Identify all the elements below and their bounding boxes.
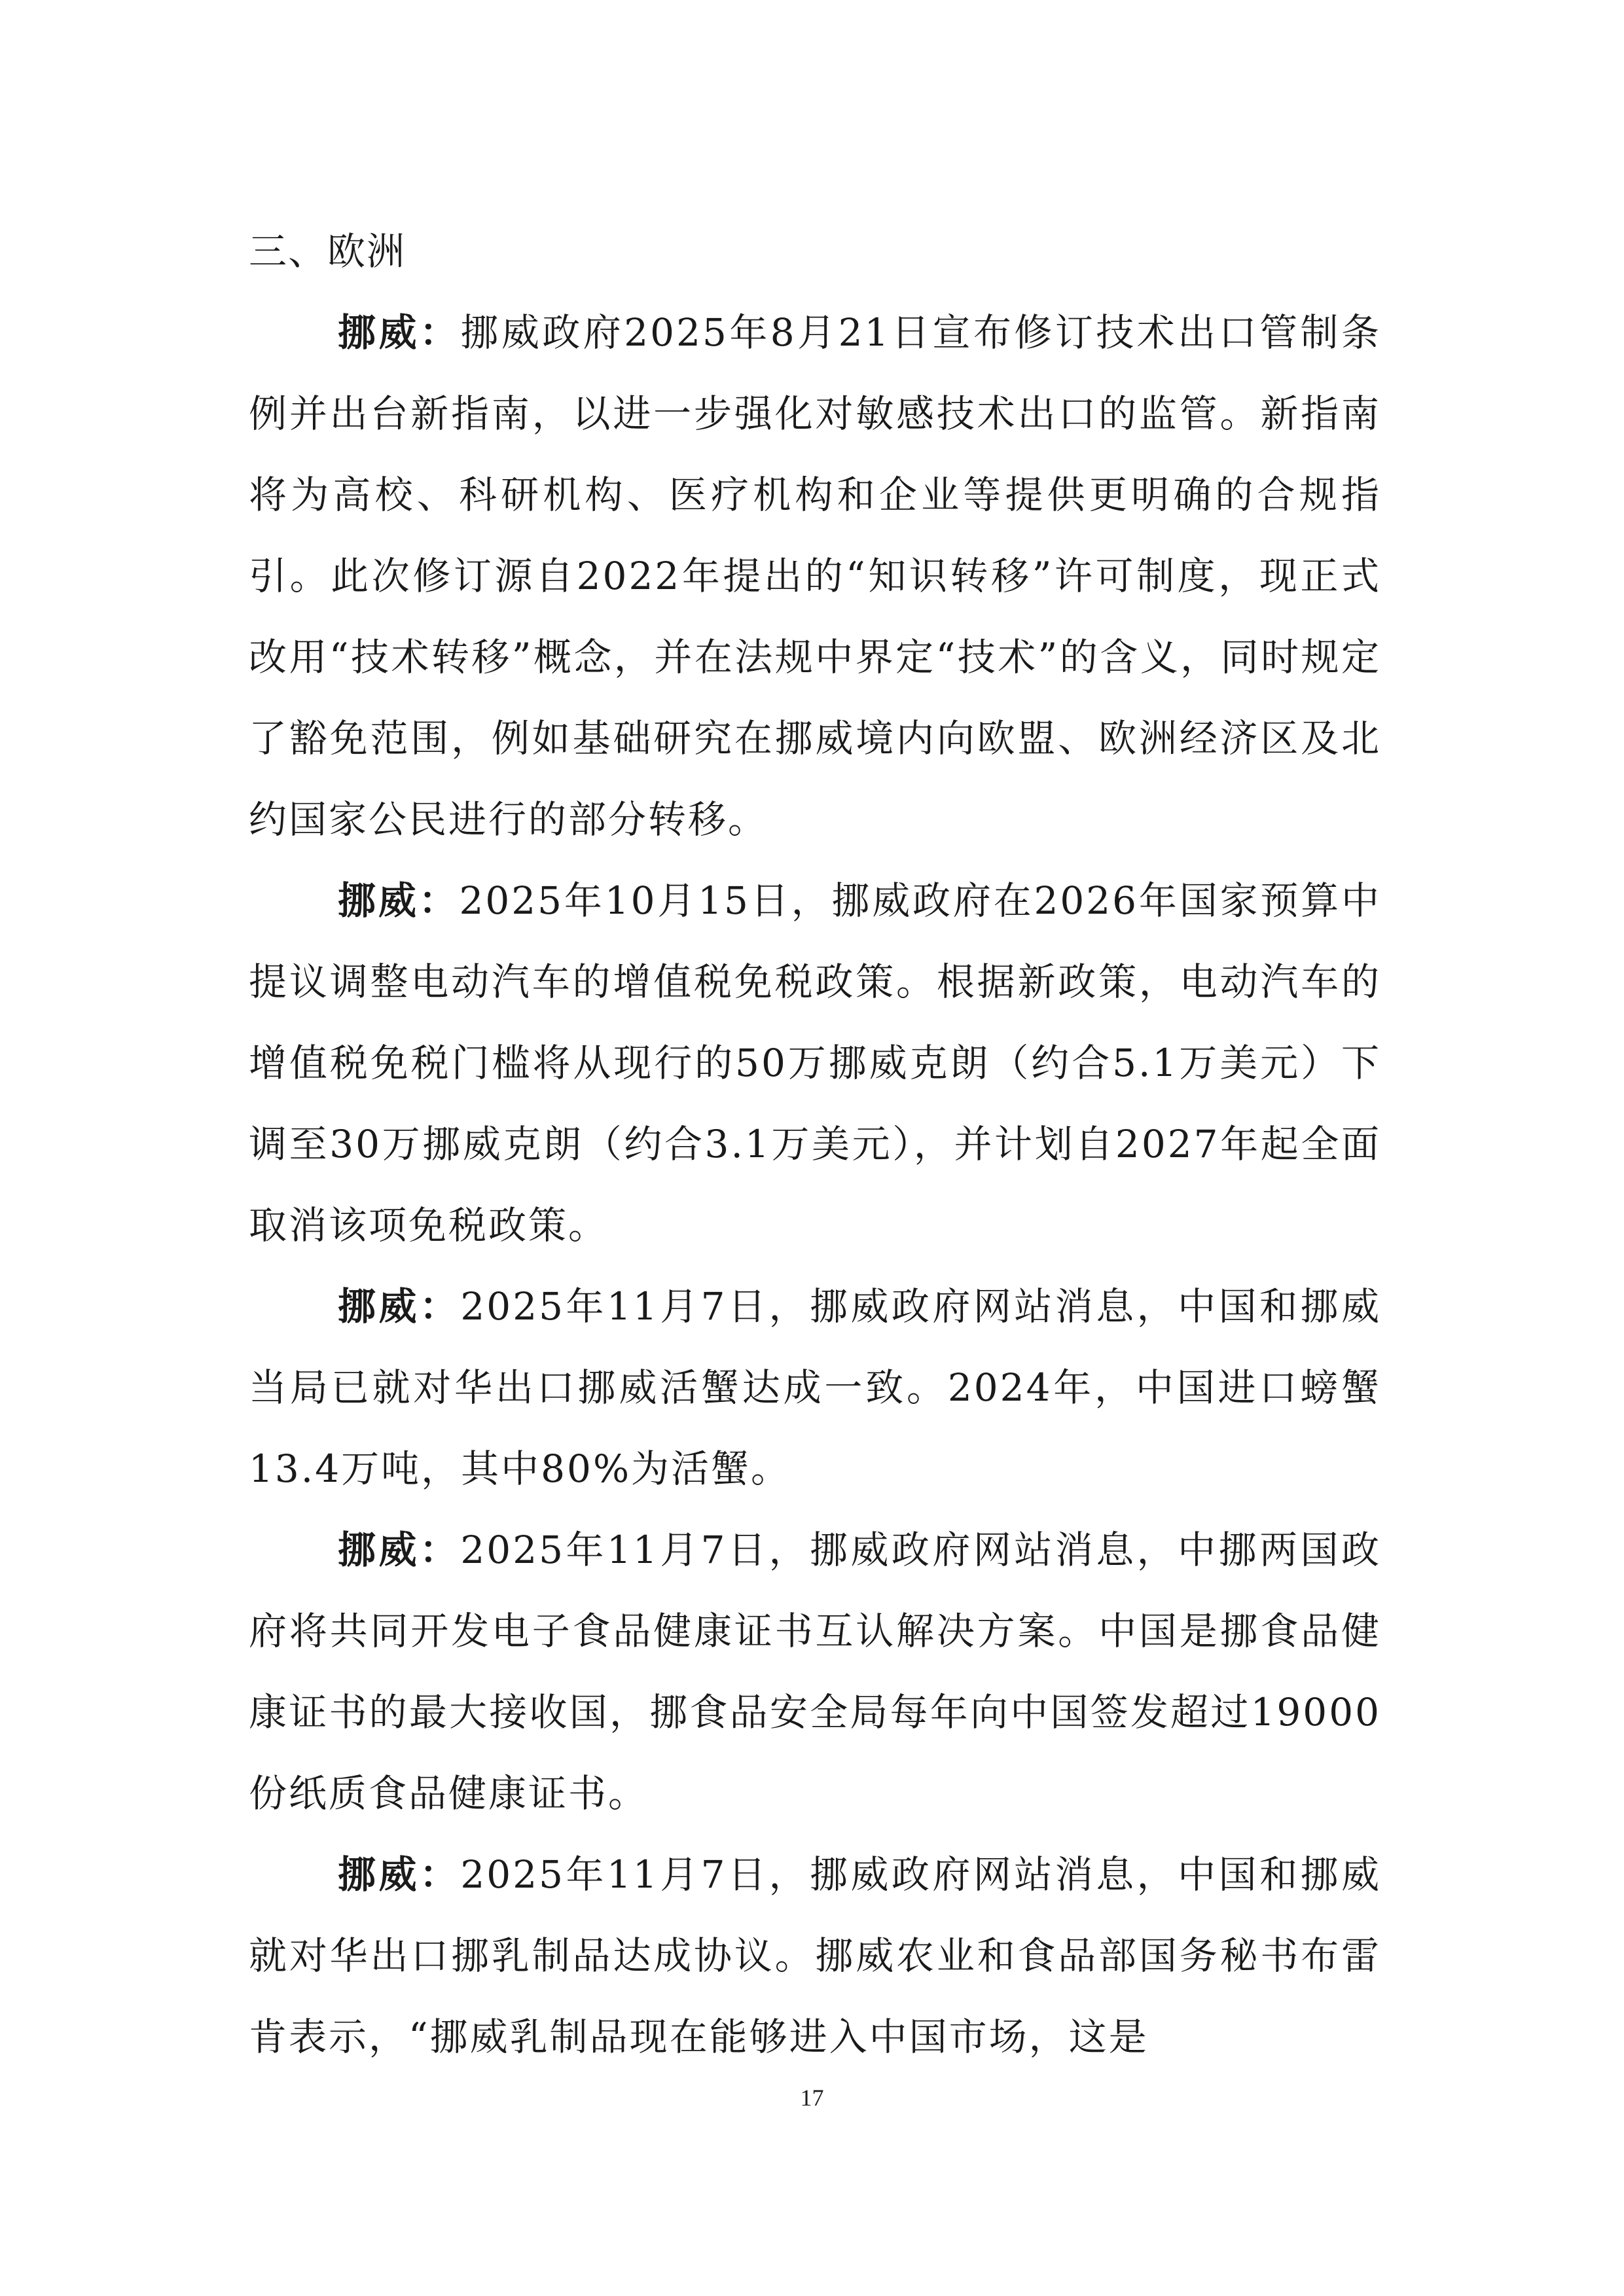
paragraph-lead: 挪威： (338, 878, 460, 923)
paragraph-norway-live-crab (249, 1266, 1381, 1509)
page-body (249, 211, 1381, 2077)
paragraph-lead: 挪威： (338, 1852, 461, 1897)
paragraph-lead: 挪威： (338, 310, 461, 355)
paragraph-text: 2025年10月15日，挪威政府在2026年国家预算中提议调整电动汽车的增值税免税政策。根据新政策，电动汽车的增值税免税门槛将从现行的50万挪威克朗（约合5.1万美元）下调至30万挪威克朗（约合3.1万美元），并计划自2027年起全面取消该项免税政策。 (249, 878, 1381, 1247)
paragraph-text: 挪威政府2025年8月21日宣布修订技术出口管制条例并出台新指南，以进一步强化对敏感技术出口的监管。新指南将为高校、科研机构、医疗机构和企业等提供更明确的合规指引。此次修订源自2022年提出的“知识转移”许可制度，现正式改用“技术转移”概念，并在法规中界定“技术”的含义，同时规定了豁免范围，例如基础研究在挪威境内向欧盟、欧洲经济区及北约国家公民进行的部分转移。 (249, 310, 1381, 842)
paragraph-text: 2025年11月7日，挪威政府网站消息，中挪两国政府将共同开发电子食品健康证书互认解决方案。中国是挪食品健康证书的最大接收国，挪食品安全局每年向中国签发超过19000份纸质食品健康证书。 (249, 1528, 1381, 1816)
page-number: 17 (800, 2085, 824, 2111)
paragraph-norway-dairy (249, 1834, 1381, 2077)
section-heading: 三、欧洲 (249, 229, 406, 274)
paragraph-norway-health-certificate (249, 1509, 1381, 1834)
paragraph-norway-ev-vat (249, 860, 1381, 1266)
paragraph-norway-tech-export (249, 292, 1381, 860)
paragraph-text: 2025年11月7日，挪威政府网站消息，中国和挪威当局已就对华出口挪威活蟹达成一致。2024年，中国进口螃蟹13.4万吨，其中80%为活蟹。 (249, 1284, 1381, 1491)
paragraph-lead: 挪威： (338, 1528, 461, 1572)
paragraph-text: 2025年11月7日，挪威政府网站消息，中国和挪威就对华出口挪乳制品达成协议。挪威农业和食品部国务秘书布雷肯表示，“挪威乳制品现在能够进入中国市场，这是 (249, 1852, 1381, 2059)
paragraph-lead: 挪威： (338, 1284, 461, 1329)
